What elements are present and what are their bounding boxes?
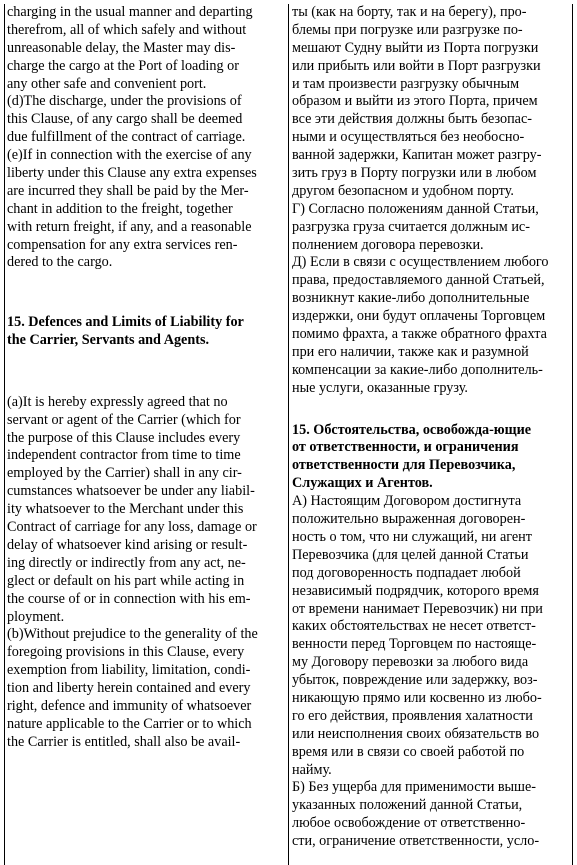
text-line: (e)If in connection with the exercise of any	[7, 147, 252, 164]
text-line: foregoing provisions in this Clause, every	[7, 644, 245, 661]
text-line: издержки, они будут оплачены Торговцем	[292, 308, 546, 325]
text-line: ты (как на борту, так и на берегу), про-	[292, 4, 527, 20]
text-line: 15. Defences and Limits of Liability for	[7, 314, 244, 331]
text-line: или прибыть или войти в Порт разгрузки	[292, 57, 541, 74]
text-line: му Договору перевозки за любого вида	[292, 654, 529, 671]
text-line: charging in the usual manner and departing	[7, 4, 253, 20]
text-line: возникнут какие-либо дополнительные	[292, 290, 530, 307]
text-line: Contract of carriage for any loss, damage or	[7, 519, 257, 536]
text-line: независимый подрядчик, которого время	[292, 582, 539, 599]
text-line: блемы при погрузке или разгрузке по-	[292, 21, 523, 38]
text-line: от времени нанимает Перевозчик) ни при	[292, 600, 543, 617]
text-line: the Carrier is entitled, shall also be avail-	[7, 733, 241, 750]
text-line: любое освобождение от ответственно-	[292, 815, 526, 832]
text-line: А) Настоящим Договором достигнута	[292, 493, 522, 510]
text-line: все эти действия должны быть безопас-	[292, 111, 533, 128]
text-line: therefrom, all of which safely and without	[7, 21, 247, 38]
text-line: зить груз в Порту погрузки или в любом	[292, 165, 537, 182]
text-line: разгрузка груза считается должным ис-	[292, 218, 530, 235]
russian-paragraph-bottom	[292, 493, 569, 851]
text-line: right, defence and immunity of whatsoever	[7, 697, 252, 714]
text-line: dered to the cargo.	[7, 254, 113, 271]
text-line: положительно выраженная договорен-	[292, 511, 526, 528]
text-line: cumstances whatsoever be under any liabil-	[7, 483, 255, 500]
text-line: tion and liberty herein contained and every	[7, 680, 251, 697]
text-line: го его действия, проявления халатности	[292, 707, 533, 724]
text-line: ответственности для Перевозчика,	[292, 457, 516, 474]
text-line: сти, ограничение ответственности, усло-	[292, 833, 540, 850]
text-line: при его наличии, также как и разумной	[292, 343, 529, 360]
english-clause-heading	[7, 314, 284, 350]
text-line: exemption from liability, limitation, condi-	[7, 662, 251, 679]
text-line: ванной задержки, Капитан может разгру-	[292, 147, 542, 164]
text-line: due fulfillment of the contract of carriage.	[7, 129, 246, 146]
english-column	[7, 4, 284, 752]
text-line: ными и осуществляться без необосно-	[292, 129, 525, 146]
russian-column	[292, 4, 569, 851]
text-line: ность о том, что ни служащий, ни агент	[292, 528, 532, 545]
text-line: unreasonable delay, the Master may dis-	[7, 39, 236, 56]
russian-paragraph-top	[292, 4, 569, 398]
text-line: каких обстоятельствах не несет ответст-	[292, 618, 536, 635]
text-line: найму.	[292, 761, 332, 778]
text-line: или неисполнения своих обязательств во	[292, 725, 540, 742]
text-line: под договоренность подпадает любой	[292, 564, 521, 581]
english-paragraph-top	[7, 4, 284, 272]
text-line: delay of whatsoever kind arising or result-	[7, 536, 248, 553]
text-line: компенсации за какие-либо дополнитель-	[292, 361, 543, 378]
text-line: independent contractor from time to time	[7, 447, 241, 464]
text-line: полнением договора перевозки.	[292, 236, 484, 253]
text-line: помимо фрахта, а также обратного фрахта	[292, 326, 547, 343]
text-line: время или в связи со своей работой по	[292, 743, 525, 760]
text-line: мешают Судну выйти из Порта погрузки	[292, 39, 539, 56]
text-line: the Carrier, Servants and Agents.	[7, 332, 210, 349]
text-line: ity whatsoever to the Merchant under this	[7, 501, 244, 518]
text-line: any other safe and convenient port.	[7, 75, 207, 92]
english-paragraph-bottom	[7, 394, 284, 752]
russian-clause-heading	[292, 422, 569, 494]
text-line: Б) Без ущерба для применимости выше-	[292, 779, 537, 796]
text-line: от ответственности, и ограничения	[292, 439, 519, 456]
text-line: compensation for any extra services ren-	[7, 236, 238, 253]
text-line: другом безопасном и удобном порту.	[292, 182, 514, 199]
text-line: (d)The discharge, under the provisions of	[7, 93, 242, 110]
text-line: this Clause, of any cargo shall be deemed	[7, 111, 243, 128]
text-line: убыток, повреждение или задержку, воз-	[292, 672, 538, 689]
text-line: with return freight, if any, and a reasonable	[7, 218, 252, 235]
text-line: никающую прямо или косвенно из любо-	[292, 689, 542, 706]
text-line: (a)It is hereby expressly agreed that no	[7, 393, 228, 410]
text-line: liberty under this Clause any extra expenses	[7, 165, 257, 182]
text-line: nature applicable to the Carrier or to which	[7, 715, 252, 732]
text-line: права, предоставляемого данной Статьей,	[292, 272, 545, 289]
text-line: образом и выйти из этого Порта, причем	[292, 93, 538, 110]
text-line: chant in addition to the freight, together	[7, 200, 233, 217]
text-line: Д) Если в связи с осуществлением любого	[292, 254, 549, 271]
text-line: Служащих и Агентов.	[292, 475, 433, 492]
text-line: Г) Согласно положениям данной Статьи,	[292, 200, 539, 217]
text-line: the purpose of this Clause includes every	[7, 429, 241, 446]
text-line: ployment.	[7, 608, 65, 625]
text-line: are incurred they shall be paid by the Mer-	[7, 182, 249, 199]
text-line: Перевозчика (для целей данной Статьи	[292, 546, 529, 563]
text-line: (b)Without prejudice to the generality of the	[7, 626, 258, 643]
text-line: employed by the Carrier) shall in any cir-	[7, 465, 242, 482]
text-line: и там произвести разгрузку обычным	[292, 75, 520, 92]
document-page	[4, 4, 573, 865]
text-line: charge the cargo at the Port of loading or	[7, 57, 239, 74]
text-line: glect or default on his part while acting in	[7, 572, 245, 589]
text-line: servant or agent of the Carrier (which for	[7, 411, 241, 428]
column-divider	[288, 4, 289, 865]
text-line: указанных положений данной Статьи,	[292, 797, 523, 814]
text-line: the course of or in connection with his em-	[7, 590, 251, 607]
text-line: ные услуги, оказанные грузу.	[292, 379, 468, 396]
text-line: ing directly or indirectly from any act, ne-	[7, 554, 246, 571]
text-line: 15. Обстоятельства, освобожда-ющие	[292, 421, 532, 438]
text-line: венности перед Торговцем по настояще-	[292, 636, 537, 653]
